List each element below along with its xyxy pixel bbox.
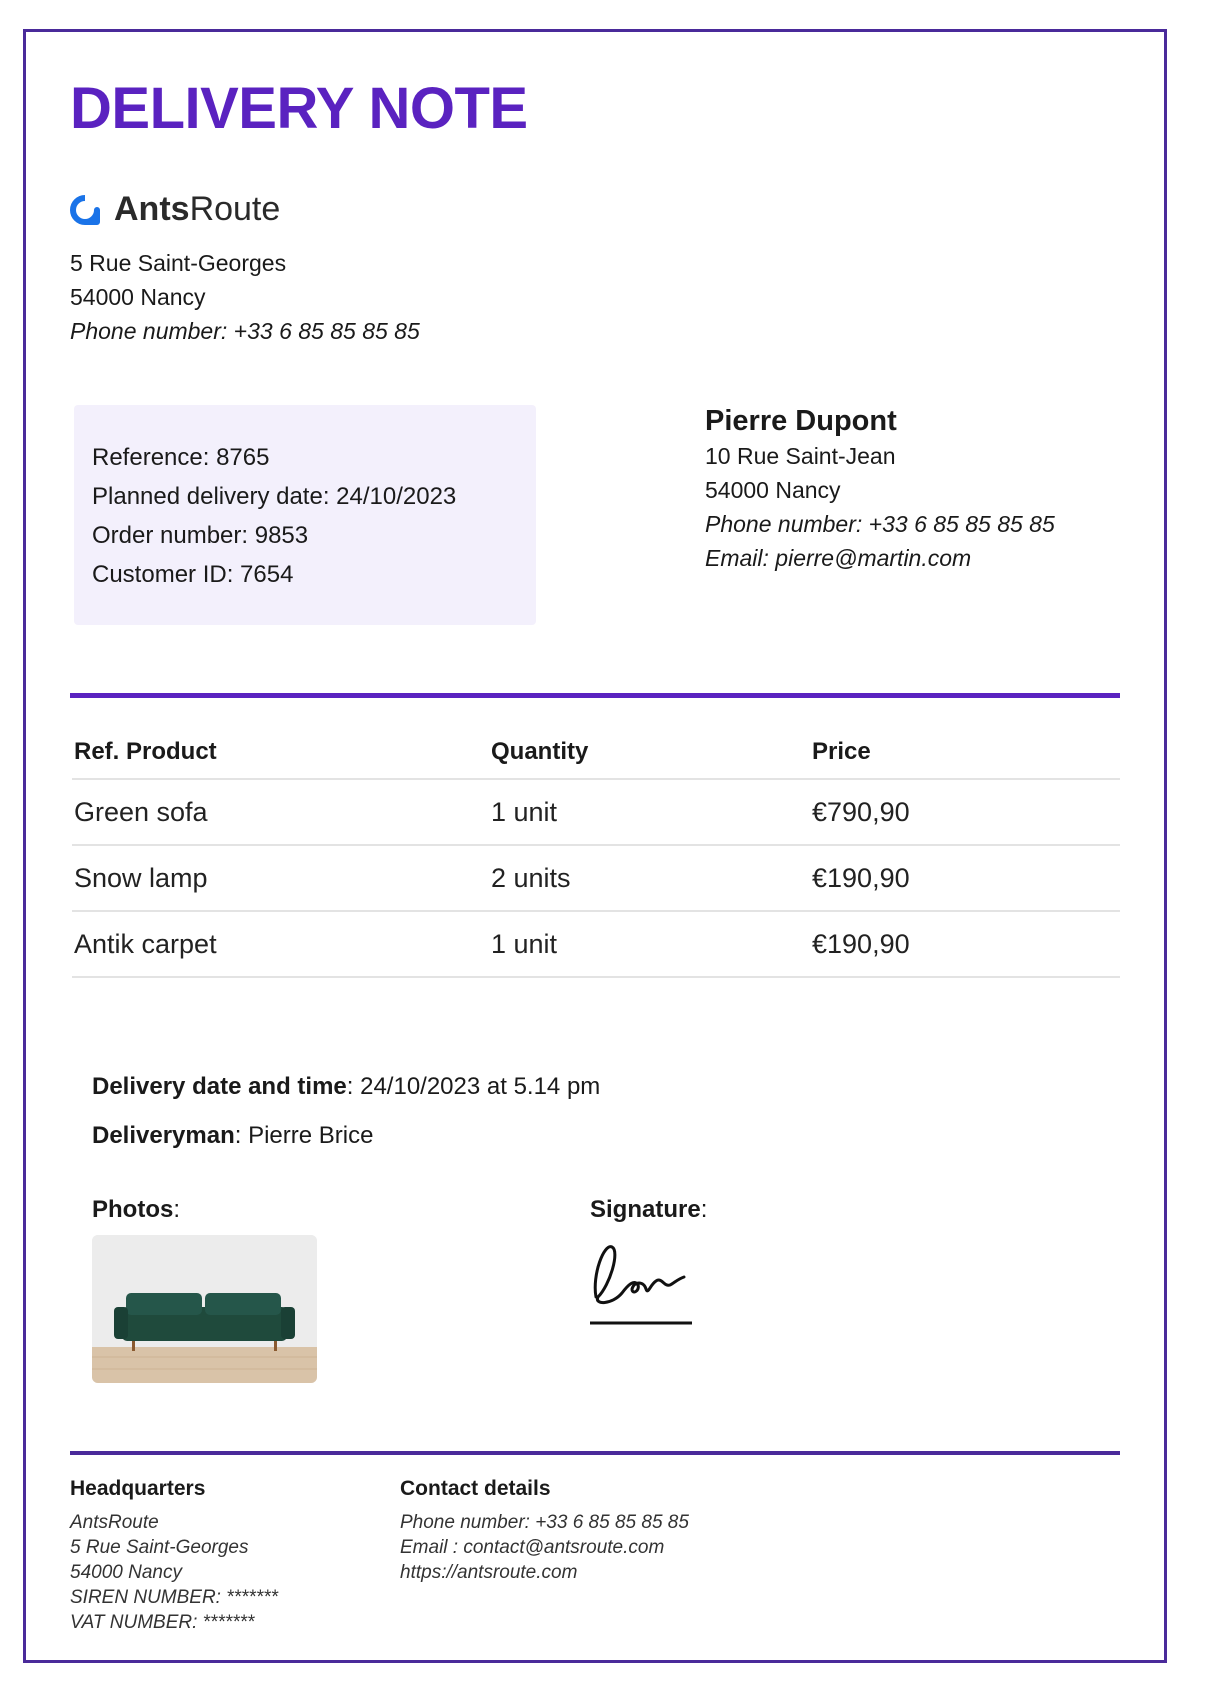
company-address: [70, 246, 420, 348]
delivery-datetime-label: Delivery date and time: [92, 1073, 347, 1100]
footer-headquarters-title: Headquarters: [70, 1477, 206, 1500]
order-info-box: [74, 405, 536, 625]
recipient-phone: Phone number: +33 6 85 85 85 85: [705, 511, 1055, 537]
order-number: Order number: 9853: [92, 522, 309, 549]
footer-hq-company: AntsRoute: [70, 1512, 159, 1533]
customer-id: Customer ID: 7654: [92, 561, 294, 588]
product-name: Green sofa: [72, 779, 489, 845]
footer-contact-website[interactable]: https://antsroute.com: [400, 1562, 578, 1583]
column-header-price: Price: [810, 726, 1120, 779]
product-quantity: 1 unit: [489, 911, 810, 977]
recipient-name: Pierre Dupont: [705, 405, 897, 437]
logo-wordmark: AntsRoute: [114, 190, 281, 228]
footer-hq-siren: SIREN NUMBER: *******: [70, 1587, 278, 1608]
recipient-block: [705, 403, 1055, 575]
photos-label: Photos:: [92, 1196, 180, 1223]
section-divider-top: [70, 693, 1120, 698]
sofa-photo-image: [92, 1235, 317, 1383]
delivery-datetime-value: : 24/10/2023 at 5.14 pm: [346, 1073, 601, 1100]
column-header-product: Ref. Product: [72, 726, 489, 779]
signature-label: Signature:: [590, 1196, 708, 1223]
footer-contact-phone: Phone number: +33 6 85 85 85 85: [400, 1512, 689, 1533]
table-row: [72, 911, 1120, 977]
table-header-row: [72, 726, 1120, 779]
company-address-line1: 5 Rue Saint-Georges: [70, 250, 287, 276]
document-title: DELIVERY NOTE: [70, 76, 528, 141]
delivery-datetime: [92, 1073, 600, 1101]
footer-hq-vat: VAT NUMBER: *******: [70, 1612, 255, 1633]
product-price: €190,90: [810, 845, 1120, 911]
footer-hq-city: 54000 Nancy: [70, 1562, 182, 1583]
table-row: [72, 845, 1120, 911]
company-address-line2: 54000 Nancy: [70, 284, 206, 310]
product-price: €790,90: [810, 779, 1120, 845]
footer-contact-title: Contact details: [400, 1477, 551, 1500]
recipient-address-line2: 54000 Nancy: [705, 477, 841, 503]
delivery-photo[interactable]: [92, 1235, 317, 1383]
antsroute-logo-icon: [70, 195, 100, 225]
product-price: €190,90: [810, 911, 1120, 977]
recipient-address-line1: 10 Rue Saint-Jean: [705, 443, 896, 469]
footer-hq-address: 5 Rue Saint-Georges: [70, 1537, 249, 1558]
product-quantity: 2 units: [489, 845, 810, 911]
footer-headquarters: [70, 1510, 278, 1635]
products-table: [72, 726, 1120, 978]
deliveryman-label: Deliveryman: [92, 1122, 235, 1149]
table-row: [72, 779, 1120, 845]
deliveryman: [92, 1122, 373, 1150]
footer-contact-email[interactable]: Email : contact@antsroute.com: [400, 1537, 665, 1558]
footer-contact: [400, 1510, 689, 1585]
reference: Reference: 8765: [92, 444, 270, 471]
planned-delivery-date: Planned delivery date: 24/10/2023: [92, 483, 457, 510]
signature-image: [588, 1235, 698, 1330]
product-quantity: 1 unit: [489, 779, 810, 845]
company-logo: [70, 190, 280, 229]
product-name: Snow lamp: [72, 845, 489, 911]
company-phone: Phone number: +33 6 85 85 85 85: [70, 318, 420, 344]
deliveryman-value: : Pierre Brice: [234, 1122, 374, 1149]
column-header-quantity: Quantity: [489, 726, 810, 779]
section-divider-bottom: [70, 1451, 1120, 1455]
product-name: Antik carpet: [72, 911, 489, 977]
recipient-email: Email: pierre@martin.com: [705, 545, 972, 571]
